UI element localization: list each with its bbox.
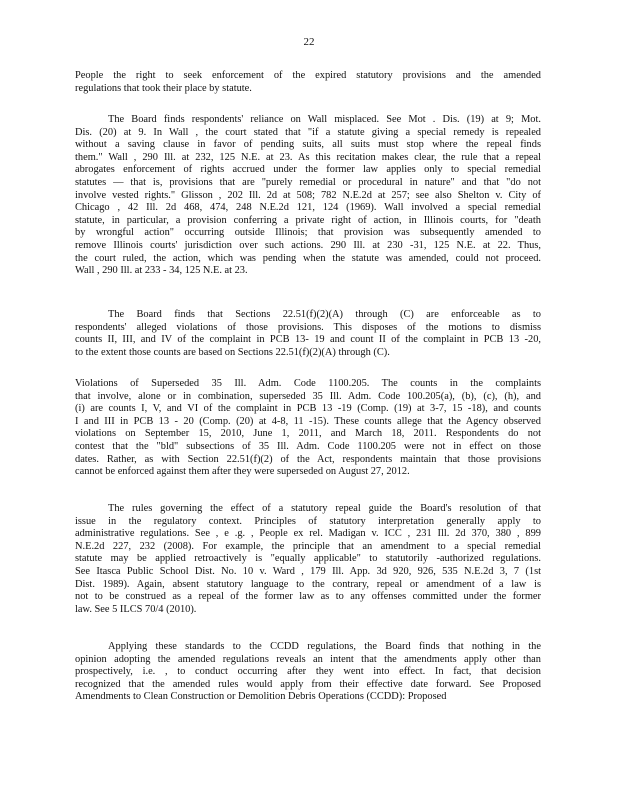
text-line: The Board finds respondents' reliance on Wall misplaced. See Mot . Dis. (19) at 9; Mot.	[108, 114, 541, 125]
paragraph-ccdd-application	[75, 641, 541, 704]
text-line: Chicago , 42 Ill. 2d 468, 474, 248 N.E.2d 121, 124 (1969). Wall involved a special remedial	[75, 202, 541, 214]
text-line: Violations of Superseded 35 Ill. Adm. Code 1100.205. The counts in the complaints	[75, 378, 541, 389]
text-line: involve vested rights." Glisson , 202 Ill. 2d at 508; 782 N.E.2d at 257; see also Shelton v. City of	[75, 189, 541, 201]
text-line: See Itasca Public School Dist. No. 10 v. Ward , 179 Ill. App. 3d 920, 926, 535 N.E.2d 3, 7 (1st	[75, 565, 541, 577]
text-line: People the right to seek enforcement of the expired statutory provisions and the amended	[75, 70, 541, 81]
text-line: contest that the "bld" subsections of 35 Ill. Adm. Code 1100.205 were not in effect on those	[75, 440, 541, 452]
paragraph-repeal-rules	[75, 503, 541, 616]
text-line: statute may be applied retroactively is "equally applicable" to statutorily -authorized regulations.	[75, 553, 541, 565]
text-line: Applying these standards to the CCDD regulations, the Board finds that nothing in the	[108, 641, 541, 652]
text-line: abrogates enforcement of rights accrued under the former law applies only to special remedial	[75, 164, 541, 176]
paragraph-superseded-violations	[75, 378, 541, 479]
text-line: violations on September 15, 2010, June 1, 2011, and March 18, 2011. Respondents do not	[75, 428, 541, 440]
text-line: administrative regulations. See , e .g. , People ex rel. Madigan v. ICC , 231 Ill. 2d 370, 380 , 899	[75, 528, 541, 540]
text-line: Amendments to Clean Construction or Demolition Debris Operations (CCDD): Proposed	[75, 691, 447, 703]
text-line: dates. Rather, as with Section 22.51(f)(2) of the Act, respondents maintain that those provisions	[75, 453, 541, 465]
text-line: The Board finds that Sections 22.51(f)(2)(A) through (C) are enforceable as to	[108, 309, 541, 320]
text-line: that involve, alone or in combination, superseded 35 Ill. Adm. Code 100.205(a), (b), (c), (h), and	[75, 390, 541, 402]
text-line: regulations that took their place by statute.	[75, 82, 252, 94]
text-line: remove Illinois courts' jurisdiction over such actions. 290 Ill. at 230 -31, 125 N.E. at 22. Thus,	[75, 239, 541, 251]
text-line: not to be construed as a repeal of the former law as to any offenses committed under the former	[75, 591, 541, 603]
page-number: 22	[303, 36, 315, 48]
text-line: The rules governing the effect of a statutory repeal guide the Board's resolution of that	[108, 503, 541, 514]
text-line: law. See 5 ILCS 70/4 (2010).	[75, 603, 197, 615]
text-line: statutes — that is, provisions that are "purely remedial or procedural in nature" and that "do not	[75, 176, 541, 188]
text-line: by wrongful action" occurring outside Illinois; that provision was subsequently amended to	[75, 227, 541, 239]
text-line: respondents' alleged violations of those provisions. This disposes of the motions to dismiss	[75, 321, 541, 333]
text-line: Dist. 1989). Again, absent statutory language to the contrary, repeal or amendment of a law is	[75, 578, 541, 590]
text-line: Dis. (20) at 9. In Wall , the court stated that "if a statute giving a special remedy is repealed	[75, 126, 541, 138]
text-line: statute, in particular, a provision conferring a private right of action, in Illinois courts, for "death	[75, 214, 541, 226]
paragraph-wall-analysis	[75, 114, 541, 278]
text-line: N.E.2d 227, 232 (2008). For example, the principle that an amendment to a special remedial	[75, 540, 541, 552]
text-line: without a saving clause in favor of pending suits, all suits must stop where the repeal finds	[75, 139, 541, 151]
text-line: (i) are counts I, V, and VI of the complaint in PCB 13 -19 (Comp. (19) at 3-7, 15 -18), and counts	[75, 403, 541, 415]
text-line: recognized that the amended rules would apply from their effective date forward. See Proposed	[75, 678, 541, 690]
paragraph-sections-enforceable	[75, 309, 541, 359]
text-line: prospectively, i.e. , to conduct occurring after they went into effect. In fact, that decision	[75, 666, 541, 678]
text-line: them." Wall , 290 Ill. at 232, 125 N.E. at 23. As this recitation makes clear, the rule that a repeal	[75, 151, 541, 163]
text-line: Wall , 290 Ill. at 233 - 34, 125 N.E. at 23.	[75, 265, 248, 277]
text-line: opinion adopting the amended regulations reveals an intent that the amendments apply other than	[75, 653, 541, 665]
text-line: counts II, III, and IV of the complaint in PCB 13- 19 and count II of the complaint in PCB 13 -20,	[75, 334, 541, 346]
text-line: I and III in PCB 13 - 20 (Comp. (20) at 4-8, 11 -15). These counts allege that the Agency observed	[75, 415, 541, 427]
text-line: to the extent those counts are based on Sections 22.51(f)(2)(A) through (C).	[75, 346, 390, 358]
text-line: the court ruled, the action, which was pending when the statute was amended, could not proceed.	[75, 252, 541, 264]
paragraph-continuation	[75, 70, 541, 95]
text-line: cannot be enforced against them after they were superseded on August 27, 2012.	[75, 466, 410, 478]
text-line: issue in the regulatory context. Principles of statutory interpretation generally apply to	[75, 515, 541, 527]
